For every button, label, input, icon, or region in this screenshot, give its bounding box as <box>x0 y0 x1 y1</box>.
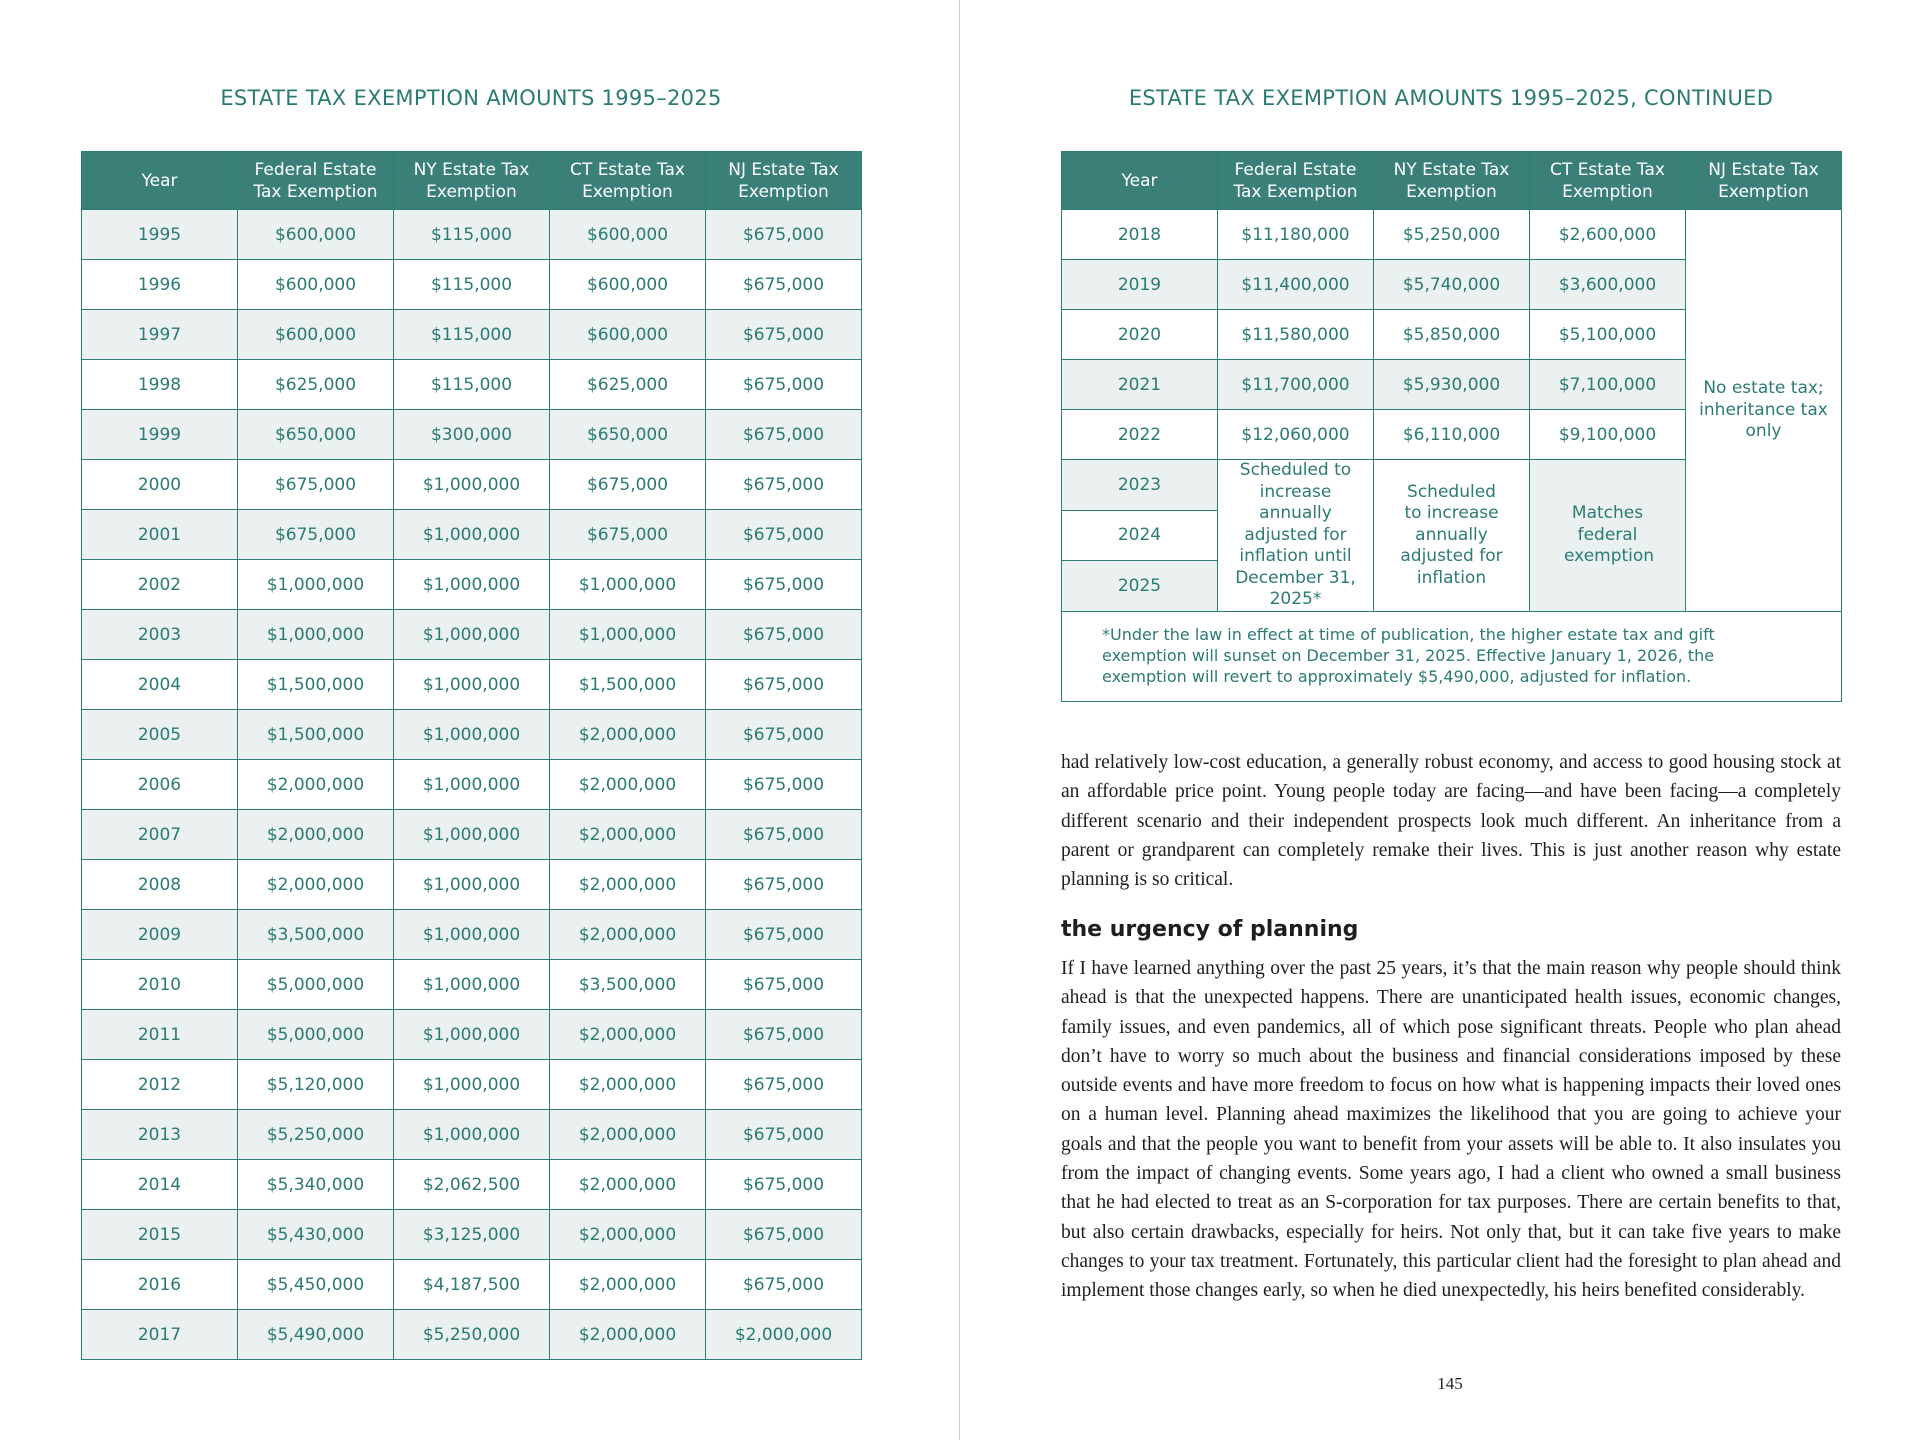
table-row <box>82 860 862 910</box>
section-heading: the urgency of planning <box>1061 917 1359 942</box>
cell-ct: $625,000 <box>550 360 706 410</box>
cell-year: 2010 <box>82 960 238 1010</box>
table-row <box>82 310 862 360</box>
cell-year: 1999 <box>82 410 238 460</box>
table-row <box>82 460 862 510</box>
cell-nj: $675,000 <box>706 660 862 710</box>
cell-nj: $675,000 <box>706 810 862 860</box>
cell-nj: $675,000 <box>706 910 862 960</box>
cell-nj: $675,000 <box>706 560 862 610</box>
cell-nj: $2,000,000 <box>706 1310 862 1360</box>
cell-ct: $2,000,000 <box>550 760 706 810</box>
table-row <box>82 910 862 960</box>
cell-federal: $5,000,000 <box>238 1010 394 1060</box>
cell-federal: $650,000 <box>238 410 394 460</box>
cell-ny: $6,110,000 <box>1374 410 1530 460</box>
cell-federal: $12,060,000 <box>1218 410 1374 460</box>
cell-year: 2000 <box>82 460 238 510</box>
cell-federal: $3,500,000 <box>238 910 394 960</box>
table-title: ESTATE TAX EXEMPTION AMOUNTS 1995–2025 <box>220 86 722 110</box>
ct-scheduled-cell: Matches federal exemption <box>1530 460 1686 612</box>
cell-ct: $1,000,000 <box>550 610 706 660</box>
header-nj: NJ Estate Tax Exemption <box>706 152 862 210</box>
cell-nj: $675,000 <box>706 460 862 510</box>
table-row <box>82 210 862 260</box>
cell-ny: $1,000,000 <box>394 660 550 710</box>
cell-federal: $1,500,000 <box>238 710 394 760</box>
cell-year: 2009 <box>82 910 238 960</box>
table-row <box>82 960 862 1010</box>
cell-federal: $2,000,000 <box>238 860 394 910</box>
table-footnote: *Under the law in effect at time of publication, the higher estate tax and gift exemption will sunset on December 31, 2025. Effective January 1, 2026, the exemption will revert to approximately $5,490,000, adjusted for inflation. <box>1062 611 1842 701</box>
cell-federal: $5,120,000 <box>238 1060 394 1110</box>
cell-ny: $5,930,000 <box>1374 360 1530 410</box>
table-row <box>82 1010 862 1060</box>
cell-ny: $1,000,000 <box>394 510 550 560</box>
cell-ny: $1,000,000 <box>394 460 550 510</box>
cell-ny: $1,000,000 <box>394 610 550 660</box>
cell-nj: $675,000 <box>706 1160 862 1210</box>
table-row <box>82 810 862 860</box>
cell-ct: $9,100,000 <box>1530 410 1686 460</box>
cell-federal: $5,490,000 <box>238 1310 394 1360</box>
page-gutter <box>959 0 960 1440</box>
body-paragraph: If I have learned anything over the past 25 years, it’s that the main reason why people should think ahead is that the unexpected happens. There are unanticipated health issues, economic changes, family issues, and even pandemics, all of which pose significant threats. People who plan ahead don’t have to worry so much about the business and financial considerations imposed by these outside events and have more freedom to focus on how what is happening impacts their loved ones on a human level. Planning ahead maximizes the likelihood that you are going to achieve your goals and that the people you want to benefit from your assets will be able to. It also insulates you from the impact of changing events. Some years ago, I had a client who owned a small business that he had elected to treat as an S-corporation for tax purposes. There are certain benefits to that, but also certain drawbacks, especially for heirs. Not only that, but it can take five years to make changes to your tax treatment. Fortunately, this particular client had the foresight to plan ahead and implement those changes early, so when he died unexpectedly, his heirs benefited considerably. <box>1061 958 1841 1302</box>
cell-ny: $4,187,500 <box>394 1260 550 1310</box>
cell-year: 2007 <box>82 810 238 860</box>
cell-federal: $1,000,000 <box>238 610 394 660</box>
header-year: Year <box>82 152 238 210</box>
cell-year: 2014 <box>82 1160 238 1210</box>
cell-year: 2011 <box>82 1010 238 1060</box>
cell-ny: $300,000 <box>394 410 550 460</box>
cell-federal: $625,000 <box>238 360 394 410</box>
ny-scheduled-cell: Scheduled to increase annually adjusted for inflation <box>1374 460 1530 612</box>
cell-ny: $1,000,000 <box>394 910 550 960</box>
table-row <box>82 560 862 610</box>
cell-ct: $7,100,000 <box>1530 360 1686 410</box>
cell-year: 2003 <box>82 610 238 660</box>
cell-nj: $675,000 <box>706 1210 862 1260</box>
table-header-row <box>82 152 862 210</box>
cell-federal: $600,000 <box>238 210 394 260</box>
cell-nj: $675,000 <box>706 310 862 360</box>
header-federal: Federal Estate Tax Exemption <box>1218 152 1374 210</box>
header-federal: Federal Estate Tax Exemption <box>238 152 394 210</box>
table-row <box>82 610 862 660</box>
cell-ct: $2,000,000 <box>550 1060 706 1110</box>
cell-year: 1996 <box>82 260 238 310</box>
cell-year: 2005 <box>82 710 238 760</box>
cell-ny: $115,000 <box>394 260 550 310</box>
cell-year: 2021 <box>1062 360 1218 410</box>
cell-year: 2018 <box>1062 210 1218 260</box>
cell-ct: $2,000,000 <box>550 1160 706 1210</box>
cell-ny: $1,000,000 <box>394 710 550 760</box>
cell-nj: $675,000 <box>706 260 862 310</box>
body-paragraph: had relatively low-cost education, a generally robust economy, and access to good housing stock at an affordable price point. Young people today are facing—and have been facing—a completely different scenario and their independent prospects look much different. An inheritance from a parent or grandparent can completely remake their lives. This is just another reason why estate planning is so critical. <box>1061 752 1841 891</box>
cell-nj: $675,000 <box>706 510 862 560</box>
table-row <box>82 1210 862 1260</box>
nj-note-cell: No estate tax; inheritance tax only <box>1686 210 1842 612</box>
cell-federal: $5,340,000 <box>238 1160 394 1210</box>
cell-ny: $1,000,000 <box>394 860 550 910</box>
cell-year: 2023 <box>1062 460 1218 511</box>
exemption-table-continued <box>1061 151 1842 702</box>
cell-ct: $2,000,000 <box>550 860 706 910</box>
cell-ny: $115,000 <box>394 360 550 410</box>
header-ct: CT Estate Tax Exemption <box>550 152 706 210</box>
header-ct: CT Estate Tax Exemption <box>1530 152 1686 210</box>
cell-federal: $675,000 <box>238 510 394 560</box>
cell-nj: $675,000 <box>706 1060 862 1110</box>
header-nj: NJ Estate Tax Exemption <box>1686 152 1842 210</box>
cell-federal: $600,000 <box>238 260 394 310</box>
cell-ct: $600,000 <box>550 210 706 260</box>
cell-year: 1995 <box>82 210 238 260</box>
cell-nj: $675,000 <box>706 410 862 460</box>
cell-year: 2012 <box>82 1060 238 1110</box>
table-header-row <box>1062 152 1842 210</box>
cell-federal: $11,700,000 <box>1218 360 1374 410</box>
table-row <box>82 710 862 760</box>
cell-ct: $3,500,000 <box>550 960 706 1010</box>
cell-ny: $115,000 <box>394 310 550 360</box>
table-row <box>82 360 862 410</box>
cell-ct: $600,000 <box>550 260 706 310</box>
cell-ct: $2,600,000 <box>1530 210 1686 260</box>
exemption-table <box>81 151 862 1360</box>
cell-ny: $1,000,000 <box>394 1060 550 1110</box>
cell-ct: $2,000,000 <box>550 1310 706 1360</box>
cell-year: 1998 <box>82 360 238 410</box>
federal-scheduled-cell: Scheduled to increase annually adjusted for inflation until December 31, 2025* <box>1218 460 1374 612</box>
cell-year: 1997 <box>82 310 238 360</box>
cell-ny: $1,000,000 <box>394 760 550 810</box>
cell-ny: $1,000,000 <box>394 1010 550 1060</box>
cell-ct: $1,000,000 <box>550 560 706 610</box>
cell-year: 2019 <box>1062 260 1218 310</box>
cell-ny: $3,125,000 <box>394 1210 550 1260</box>
cell-year: 2008 <box>82 860 238 910</box>
cell-federal: $675,000 <box>238 460 394 510</box>
cell-nj: $675,000 <box>706 1110 862 1160</box>
header-ny: NY Estate Tax Exemption <box>394 152 550 210</box>
cell-federal: $11,400,000 <box>1218 260 1374 310</box>
cell-federal: $2,000,000 <box>238 810 394 860</box>
cell-ny: $115,000 <box>394 210 550 260</box>
cell-ct: $2,000,000 <box>550 1010 706 1060</box>
cell-ny: $5,850,000 <box>1374 310 1530 360</box>
cell-ct: $675,000 <box>550 460 706 510</box>
table-row <box>82 1160 862 1210</box>
cell-ny: $1,000,000 <box>394 1110 550 1160</box>
cell-federal: $1,500,000 <box>238 660 394 710</box>
cell-year: 2013 <box>82 1110 238 1160</box>
cell-year: 2020 <box>1062 310 1218 360</box>
cell-ct: $3,600,000 <box>1530 260 1686 310</box>
table-row <box>82 1310 862 1360</box>
cell-nj: $675,000 <box>706 760 862 810</box>
cell-federal: $5,000,000 <box>238 960 394 1010</box>
cell-federal: $5,450,000 <box>238 1260 394 1310</box>
header-ny: NY Estate Tax Exemption <box>1374 152 1530 210</box>
cell-federal: $5,250,000 <box>238 1110 394 1160</box>
cell-nj: $675,000 <box>706 360 862 410</box>
table-row <box>82 1060 862 1110</box>
cell-year: 2024 <box>1062 510 1218 561</box>
cell-federal: $11,180,000 <box>1218 210 1374 260</box>
table-row <box>82 260 862 310</box>
cell-ct: $5,100,000 <box>1530 310 1686 360</box>
cell-ct: $2,000,000 <box>550 1260 706 1310</box>
page-number: 145 <box>1437 1374 1463 1393</box>
cell-ct: $675,000 <box>550 510 706 560</box>
cell-federal: $600,000 <box>238 310 394 360</box>
table-row <box>1062 210 1842 260</box>
cell-ct: $2,000,000 <box>550 910 706 960</box>
cell-ct: $1,500,000 <box>550 660 706 710</box>
footnote-row <box>1062 611 1842 701</box>
cell-year: 2006 <box>82 760 238 810</box>
table-row <box>82 660 862 710</box>
cell-nj: $675,000 <box>706 960 862 1010</box>
cell-federal: $1,000,000 <box>238 560 394 610</box>
cell-year: 2004 <box>82 660 238 710</box>
cell-ny: $2,062,500 <box>394 1160 550 1210</box>
cell-year: 2025 <box>1062 561 1218 612</box>
cell-ny: $1,000,000 <box>394 810 550 860</box>
table-row <box>82 1110 862 1160</box>
cell-ct: $2,000,000 <box>550 1110 706 1160</box>
cell-year: 2017 <box>82 1310 238 1360</box>
table-row <box>82 1260 862 1310</box>
cell-nj: $675,000 <box>706 210 862 260</box>
cell-ct: $2,000,000 <box>550 1210 706 1260</box>
cell-ct: $2,000,000 <box>550 810 706 860</box>
cell-federal: $2,000,000 <box>238 760 394 810</box>
cell-federal: $5,430,000 <box>238 1210 394 1260</box>
cell-ct: $600,000 <box>550 310 706 360</box>
table-row <box>82 760 862 810</box>
cell-nj: $675,000 <box>706 1260 862 1310</box>
table-row <box>82 510 862 560</box>
cell-nj: $675,000 <box>706 1010 862 1060</box>
cell-nj: $675,000 <box>706 610 862 660</box>
header-year: Year <box>1062 152 1218 210</box>
cell-ny: $1,000,000 <box>394 960 550 1010</box>
cell-federal: $11,580,000 <box>1218 310 1374 360</box>
cell-nj: $675,000 <box>706 860 862 910</box>
cell-ct: $650,000 <box>550 410 706 460</box>
table-title-continued: ESTATE TAX EXEMPTION AMOUNTS 1995–2025, CONTINUED <box>1128 86 1774 110</box>
cell-year: 2015 <box>82 1210 238 1260</box>
cell-ct: $2,000,000 <box>550 710 706 760</box>
cell-year: 2016 <box>82 1260 238 1310</box>
cell-ny: $5,740,000 <box>1374 260 1530 310</box>
cell-year: 2002 <box>82 560 238 610</box>
cell-year: 2001 <box>82 510 238 560</box>
table-row <box>82 410 862 460</box>
cell-ny: $1,000,000 <box>394 560 550 610</box>
cell-year: 2022 <box>1062 410 1218 460</box>
cell-ny: $5,250,000 <box>394 1310 550 1360</box>
cell-ny: $5,250,000 <box>1374 210 1530 260</box>
cell-nj: $675,000 <box>706 710 862 760</box>
